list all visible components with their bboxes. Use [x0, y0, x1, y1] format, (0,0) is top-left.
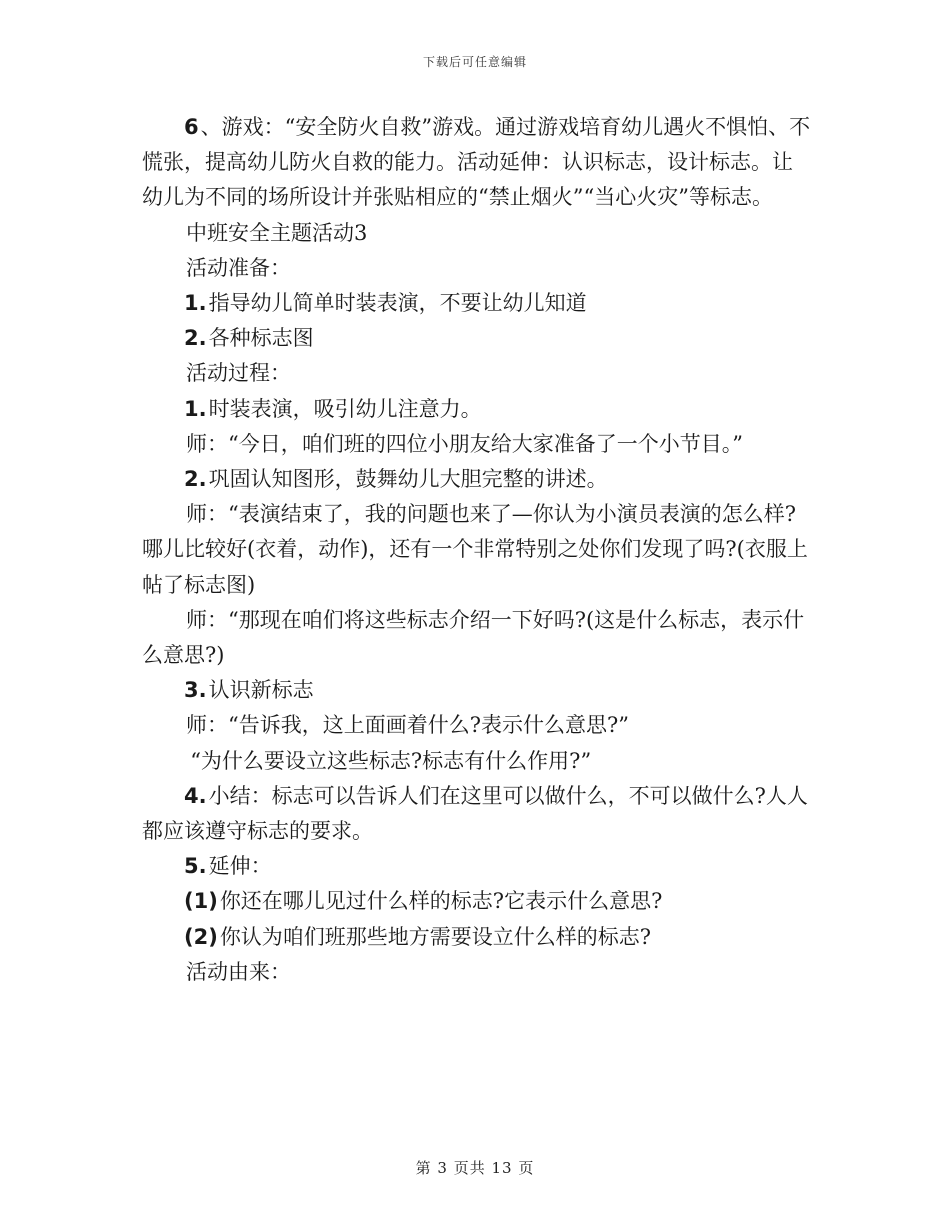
item-number: 1. [184, 291, 207, 316]
paragraph [142, 955, 812, 990]
paragraph [142, 356, 812, 391]
paragraph-text: 你认为咱们班那些地方需要设立什么样的标志? [219, 924, 652, 949]
item-number: (2) [184, 924, 218, 949]
section-heading: 中班安全主题活动3 [186, 220, 368, 245]
page-header: 下载后可任意编辑 [422, 55, 527, 69]
paragraph [142, 286, 812, 321]
paragraph-text: 活动过程： [186, 361, 291, 386]
paragraph [142, 110, 812, 216]
paragraph [142, 427, 812, 462]
paragraph-text: 师：“今日，咱们班的四位小朋友给大家准备了一个小节目。” [186, 431, 743, 456]
paragraph [142, 744, 812, 779]
paragraph-text: 延伸： [208, 854, 272, 879]
paragraph [142, 497, 812, 603]
item-number: 2. [184, 326, 207, 351]
paragraph-text: 活动由来： [186, 959, 291, 984]
paragraph-text: 活动准备： [186, 255, 291, 280]
item-number: 5. [184, 854, 207, 879]
paragraph [142, 708, 812, 743]
paragraph-text: 师：“表演结束了，我的问题也来了—你认为小演员表演的怎么样?哪儿比较好(衣着，动作)，还有一个非常特别之处你们发现了吗?(衣服上帖了标志图) [142, 502, 808, 597]
item-number: 2. [184, 467, 207, 492]
item-number: (1) [184, 889, 218, 914]
item-number: 6 [184, 115, 199, 139]
paragraph-text: 时装表演，吸引幼儿注意力。 [208, 396, 482, 421]
paragraph-text: 指导幼儿简单时装表演，不要让幼儿知道 [208, 291, 587, 316]
item-number: 1. [184, 396, 207, 421]
paragraph-text: 师：“那现在咱们将这些标志介绍一下好吗?(这是什么标志，表示什么意思?) [142, 607, 805, 668]
paragraph [142, 849, 812, 884]
paragraph-text: 、游戏：“安全防火自救”游戏。通过游戏培育幼儿遇火不惧怕、不慌张，提高幼儿防火自救的能力。活动延伸：认识标志，设计标志。让幼儿为不同的场所设计并张贴相应的“禁止烟火”“当心火灾”等标志。 [142, 115, 811, 210]
item-number: 3. [184, 678, 207, 703]
paragraph [142, 251, 812, 286]
document-body [142, 110, 812, 990]
paragraph [142, 884, 812, 919]
paragraph [142, 321, 812, 356]
paragraph-text: 你还在哪儿见过什么样的标志?它表示什么意思? [219, 889, 663, 914]
paragraph-text: 各种标志图 [208, 326, 314, 351]
paragraph-text: “为什么要设立这些标志?标志有什么作用?” [190, 748, 592, 773]
item-number: 4. [184, 783, 207, 808]
paragraph [142, 216, 812, 251]
paragraph [142, 603, 812, 673]
paragraph [142, 779, 812, 849]
paragraph [142, 462, 812, 497]
paragraph-text: 巩固认知图形，鼓舞幼儿大胆完整的讲述。 [208, 467, 608, 492]
page-footer: 第 3 页共 13 页 [415, 1159, 535, 1177]
paragraph [142, 920, 812, 955]
paragraph-text: 小结：标志可以告诉人们在这里可以做什么，不可以做什么?人人都应该遵守标志的要求。 [142, 783, 808, 844]
paragraph-text: 认识新标志 [208, 678, 314, 703]
paragraph [142, 673, 812, 708]
paragraph-text: 师：“告诉我，这上面画着什么?表示什么意思?” [186, 713, 629, 738]
paragraph [142, 392, 812, 427]
